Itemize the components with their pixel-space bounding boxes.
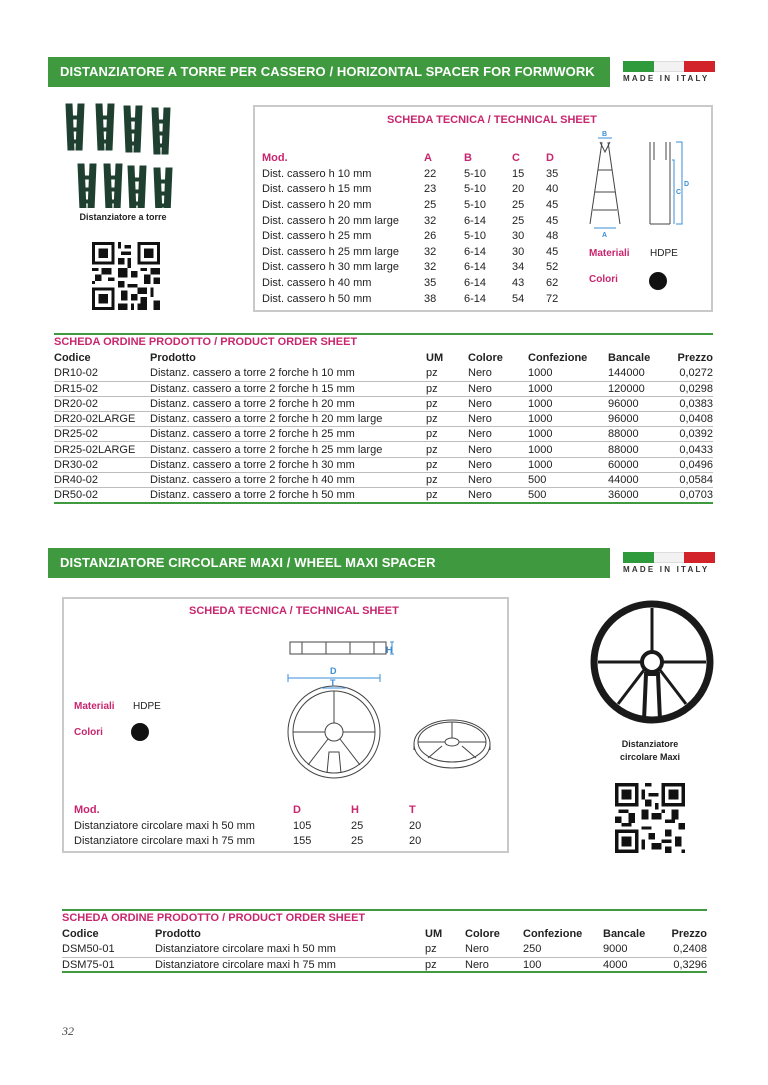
cell-d: 45 bbox=[546, 198, 559, 211]
technical-table bbox=[74, 801, 449, 849]
cell-b: 6-14 bbox=[464, 276, 487, 289]
cell-bancale: 120000 bbox=[608, 381, 672, 396]
cell-c: 20 bbox=[512, 183, 525, 196]
table-row bbox=[262, 166, 576, 182]
header-prezzo: Prezzo bbox=[677, 352, 713, 364]
materiali-label: Materiali bbox=[74, 701, 115, 712]
cell-a: 25 bbox=[424, 198, 437, 211]
cell-prodotto: Distanz. cassero a torre 2 forche h 15 mm bbox=[150, 381, 426, 396]
header-bancale: Bancale bbox=[603, 928, 646, 940]
table-row bbox=[262, 291, 576, 307]
cell-model: Dist. cassero h 15 mm bbox=[262, 183, 372, 196]
cell-confezione: 1000 bbox=[528, 381, 608, 396]
cell-a: 32 bbox=[424, 214, 437, 227]
cell-model: Dist. cassero h 50 mm bbox=[262, 292, 372, 305]
diagram-label-c: C bbox=[676, 189, 682, 196]
cell-um: pz bbox=[426, 488, 468, 503]
cell-bancale: 60000 bbox=[608, 457, 672, 472]
cell-b: 5-10 bbox=[464, 167, 487, 180]
cell-colore: Nero bbox=[468, 488, 528, 503]
cell-a: 32 bbox=[424, 261, 437, 274]
cell-colore: Nero bbox=[468, 381, 528, 396]
cell-confezione: 1000 bbox=[528, 412, 608, 427]
cell-model: Dist. cassero h 10 mm bbox=[262, 167, 372, 180]
cell-model: Dist. cassero h 30 mm large bbox=[262, 261, 399, 274]
technical-table-header bbox=[262, 149, 576, 166]
cell-bancale: 96000 bbox=[608, 396, 672, 411]
cell-prodotto: Distanziatore circolare maxi h 50 mm bbox=[155, 942, 425, 957]
cell-c: 34 bbox=[512, 261, 525, 274]
cell-t: 20 bbox=[409, 819, 422, 832]
cell-c: 25 bbox=[512, 198, 525, 211]
cell-d: 52 bbox=[546, 261, 559, 274]
cell-b: 6-14 bbox=[464, 245, 487, 258]
cell-bancale: 9000 bbox=[603, 942, 667, 957]
caption-line-2: circolare Maxi bbox=[619, 752, 681, 762]
cell-um: pz bbox=[426, 427, 468, 442]
diagram-label-d: D bbox=[330, 666, 337, 676]
banner-title: DISTANZIATORE A TORRE PER CASSERO / HORIZONTAL SPACER FOR FORMWORK bbox=[60, 64, 595, 79]
header-prezzo: Prezzo bbox=[671, 928, 707, 940]
table-row bbox=[54, 442, 713, 457]
technical-sheet-title: SCHEDA TECNICA / TECHNICAL SHEET bbox=[387, 114, 597, 126]
cell-um: pz bbox=[426, 381, 468, 396]
header-colore: Colore bbox=[465, 928, 500, 940]
cell-colore: Nero bbox=[468, 427, 528, 442]
colori-label: Colori bbox=[589, 274, 618, 285]
cell-codice: DR25-02 bbox=[54, 427, 150, 442]
cell-b: 5-10 bbox=[464, 230, 487, 243]
cell-colore: Nero bbox=[468, 366, 528, 381]
order-table bbox=[54, 350, 713, 504]
cell-um: pz bbox=[426, 442, 468, 457]
cell-prodotto: Distanz. cassero a torre 2 forche h 50 mm bbox=[150, 488, 426, 503]
header-colore: Colore bbox=[468, 352, 503, 364]
table-row bbox=[262, 197, 576, 213]
cell-b: 5-10 bbox=[464, 183, 487, 196]
tower-spacer-caption: Distanziatore a torre bbox=[79, 212, 167, 222]
cell-prodotto: Distanz. cassero a torre 2 forche h 25 mm bbox=[150, 427, 426, 442]
header-codice: Codice bbox=[62, 928, 99, 940]
cell-colore: Nero bbox=[468, 472, 528, 487]
cell-prezzo: 0,2408 bbox=[667, 942, 707, 957]
order-sheet-divider bbox=[54, 333, 713, 335]
table-row bbox=[74, 818, 449, 834]
diagram-label-t: T bbox=[330, 678, 336, 688]
header-t: T bbox=[409, 803, 416, 816]
cell-c: 30 bbox=[512, 245, 525, 258]
cell-model: Dist. cassero h 25 mm large bbox=[262, 245, 399, 258]
cell-a: 22 bbox=[424, 167, 437, 180]
colori-label: Colori bbox=[74, 727, 103, 738]
diagram-label-b: B bbox=[602, 131, 608, 138]
order-sheet-title: SCHEDA ORDINE PRODOTTO / PRODUCT ORDER SHEET bbox=[54, 336, 358, 348]
cell-colore: Nero bbox=[465, 942, 523, 957]
cell-prezzo: 0,0383 bbox=[672, 396, 713, 411]
qr-code-icon[interactable] bbox=[92, 242, 160, 310]
header-codice: Codice bbox=[54, 352, 91, 364]
table-row bbox=[62, 957, 707, 972]
made-in-italy-badge bbox=[623, 552, 715, 576]
cell-t: 20 bbox=[409, 835, 422, 848]
wheel-spacer-drawing bbox=[282, 632, 492, 792]
cell-confezione: 1000 bbox=[528, 366, 608, 381]
technical-table-header bbox=[74, 801, 449, 818]
cell-bancale: 96000 bbox=[608, 412, 672, 427]
cell-colore: Nero bbox=[468, 442, 528, 457]
cell-prodotto: Distanz. cassero a torre 2 forche h 20 mm bbox=[150, 396, 426, 411]
header-confezione: Confezione bbox=[528, 352, 588, 364]
table-row bbox=[54, 427, 713, 442]
cell-model: Distanziatore circolare maxi h 75 mm bbox=[74, 835, 255, 848]
table-row bbox=[262, 260, 576, 276]
diagram-label-d: D bbox=[684, 181, 690, 188]
header-prodotto: Prodotto bbox=[150, 352, 196, 364]
header-um: UM bbox=[425, 928, 443, 940]
cell-codice: DR25-02LARGE bbox=[54, 442, 150, 457]
diagram-label-a: A bbox=[602, 232, 608, 239]
cell-c: 30 bbox=[512, 230, 525, 243]
order-table-header bbox=[62, 926, 707, 942]
technical-table bbox=[262, 149, 576, 306]
cell-codice: DR20-02LARGE bbox=[54, 412, 150, 427]
diagram-label-h: H bbox=[386, 645, 393, 655]
table-row bbox=[54, 381, 713, 396]
cell-um: pz bbox=[425, 942, 465, 957]
cell-codice: DSM75-01 bbox=[62, 957, 155, 972]
cell-codice: DR40-02 bbox=[54, 472, 150, 487]
cell-bancale: 88000 bbox=[608, 427, 672, 442]
cell-d: 155 bbox=[293, 835, 312, 848]
section-banner-wheel-spacer bbox=[48, 548, 610, 578]
wheel-spacer-caption bbox=[600, 738, 700, 764]
cell-bancale: 4000 bbox=[603, 957, 667, 972]
cell-a: 38 bbox=[424, 292, 437, 305]
cell-prodotto: Distanz. cassero a torre 2 forche h 25 mm large bbox=[150, 442, 426, 457]
cell-codice: DR10-02 bbox=[54, 366, 150, 381]
cell-a: 26 bbox=[424, 230, 437, 243]
table-row bbox=[262, 182, 576, 198]
cell-confezione: 100 bbox=[523, 957, 603, 972]
header-mod: Mod. bbox=[262, 151, 288, 164]
cell-confezione: 500 bbox=[528, 488, 608, 503]
cell-prezzo: 0,0433 bbox=[672, 442, 713, 457]
cell-b: 6-14 bbox=[464, 261, 487, 274]
cell-um: pz bbox=[426, 366, 468, 381]
cell-c: 25 bbox=[512, 214, 525, 227]
made-in-italy-badge bbox=[623, 61, 715, 85]
color-swatch-black bbox=[649, 272, 667, 290]
cell-model: Distanziatore circolare maxi h 50 mm bbox=[74, 819, 255, 832]
cell-c: 43 bbox=[512, 276, 525, 289]
cell-codice: DR50-02 bbox=[54, 488, 150, 503]
table-row bbox=[74, 834, 449, 850]
order-sheet-divider bbox=[62, 909, 707, 911]
cell-prezzo: 0,0392 bbox=[672, 427, 713, 442]
made-in-italy-text: MADE IN ITALY bbox=[623, 74, 710, 83]
cell-um: pz bbox=[426, 457, 468, 472]
cell-d: 45 bbox=[546, 245, 559, 258]
color-swatch-black bbox=[131, 723, 149, 741]
wheel-spacer-photo bbox=[588, 600, 716, 724]
banner-title: DISTANZIATORE CIRCOLARE MAXI / WHEEL MAXI SPACER bbox=[60, 555, 436, 570]
qr-code-icon[interactable] bbox=[615, 783, 685, 853]
header-confezione: Confezione bbox=[523, 928, 583, 940]
section-banner-tower-spacer bbox=[48, 57, 610, 87]
order-table-header bbox=[54, 350, 713, 366]
cell-prezzo: 0,0298 bbox=[672, 381, 713, 396]
made-in-italy-text: MADE IN ITALY bbox=[623, 565, 710, 574]
cell-d: 48 bbox=[546, 230, 559, 243]
cell-colore: Nero bbox=[465, 957, 523, 972]
cell-codice: DR20-02 bbox=[54, 396, 150, 411]
table-row bbox=[54, 457, 713, 472]
cell-prodotto: Distanz. cassero a torre 2 forche h 40 mm bbox=[150, 472, 426, 487]
cell-model: Dist. cassero h 20 mm large bbox=[262, 214, 399, 227]
cell-d: 45 bbox=[546, 214, 559, 227]
cell-confezione: 1000 bbox=[528, 396, 608, 411]
cell-model: Dist. cassero h 20 mm bbox=[262, 198, 372, 211]
cell-um: pz bbox=[426, 472, 468, 487]
cell-d: 35 bbox=[546, 167, 559, 180]
cell-um: pz bbox=[425, 957, 465, 972]
cell-prodotto: Distanz. cassero a torre 2 forche h 30 mm bbox=[150, 457, 426, 472]
order-table bbox=[62, 926, 707, 973]
materiali-value: HDPE bbox=[650, 248, 678, 259]
cell-colore: Nero bbox=[468, 457, 528, 472]
cell-prezzo: 0,0272 bbox=[672, 366, 713, 381]
cell-prezzo: 0,0584 bbox=[672, 472, 713, 487]
cell-confezione: 1000 bbox=[528, 442, 608, 457]
cell-prodotto: Distanz. cassero a torre 2 forche h 10 mm bbox=[150, 366, 426, 381]
cell-b: 6-14 bbox=[464, 292, 487, 305]
cell-colore: Nero bbox=[468, 412, 528, 427]
cell-um: pz bbox=[426, 396, 468, 411]
technical-sheet-title: SCHEDA TECNICA / TECHNICAL SHEET bbox=[189, 605, 399, 617]
cell-a: 32 bbox=[424, 245, 437, 258]
tower-spacer-drawing bbox=[580, 130, 702, 240]
cell-bancale: 36000 bbox=[608, 488, 672, 503]
header-d: D bbox=[293, 803, 301, 816]
table-row bbox=[54, 366, 713, 381]
header-mod: Mod. bbox=[74, 803, 100, 816]
cell-um: pz bbox=[426, 412, 468, 427]
cell-prezzo: 0,0703 bbox=[672, 488, 713, 503]
cell-a: 35 bbox=[424, 276, 437, 289]
materiali-value: HDPE bbox=[133, 701, 161, 712]
table-row bbox=[262, 275, 576, 291]
cell-d: 105 bbox=[293, 819, 312, 832]
header-c: C bbox=[512, 151, 520, 164]
table-row bbox=[262, 213, 576, 229]
page-number: 32 bbox=[62, 1024, 74, 1038]
table-row bbox=[62, 942, 707, 957]
table-row bbox=[54, 472, 713, 487]
table-row bbox=[54, 396, 713, 411]
cell-confezione: 250 bbox=[523, 942, 603, 957]
cell-c: 15 bbox=[512, 167, 525, 180]
table-row bbox=[54, 488, 713, 503]
header-um: UM bbox=[426, 352, 444, 364]
cell-bancale: 44000 bbox=[608, 472, 672, 487]
cell-prodotto: Distanziatore circolare maxi h 75 mm bbox=[155, 957, 425, 972]
header-prodotto: Prodotto bbox=[155, 928, 201, 940]
table-row bbox=[262, 244, 576, 260]
cell-confezione: 1000 bbox=[528, 427, 608, 442]
table-row bbox=[262, 228, 576, 244]
italy-flag-icon bbox=[623, 552, 715, 563]
cell-d: 72 bbox=[546, 292, 559, 305]
header-d: D bbox=[546, 151, 554, 164]
cell-colore: Nero bbox=[468, 396, 528, 411]
cell-bancale: 88000 bbox=[608, 442, 672, 457]
cell-prezzo: 0,0408 bbox=[672, 412, 713, 427]
cell-h: 25 bbox=[351, 835, 364, 848]
header-b: B bbox=[464, 151, 472, 164]
cell-b: 6-14 bbox=[464, 214, 487, 227]
cell-prezzo: 0,0496 bbox=[672, 457, 713, 472]
header-h: H bbox=[351, 803, 359, 816]
header-a: A bbox=[424, 151, 432, 164]
caption-line-1: Distanziatore bbox=[621, 739, 679, 749]
cell-confezione: 500 bbox=[528, 472, 608, 487]
cell-model: Dist. cassero h 25 mm bbox=[262, 230, 372, 243]
cell-a: 23 bbox=[424, 183, 437, 196]
materiali-label: Materiali bbox=[589, 248, 630, 259]
tower-spacer-photo bbox=[62, 100, 188, 208]
italy-flag-icon bbox=[623, 61, 715, 72]
header-bancale: Bancale bbox=[608, 352, 651, 364]
cell-b: 5-10 bbox=[464, 198, 487, 211]
cell-d: 40 bbox=[546, 183, 559, 196]
cell-prezzo: 0,3296 bbox=[667, 957, 707, 972]
cell-c: 54 bbox=[512, 292, 525, 305]
cell-codice: DR15-02 bbox=[54, 381, 150, 396]
cell-confezione: 1000 bbox=[528, 457, 608, 472]
cell-codice: DSM50-01 bbox=[62, 942, 155, 957]
cell-d: 62 bbox=[546, 276, 559, 289]
cell-bancale: 144000 bbox=[608, 366, 672, 381]
table-row bbox=[54, 412, 713, 427]
cell-codice: DR30-02 bbox=[54, 457, 150, 472]
cell-prodotto: Distanz. cassero a torre 2 forche h 20 mm large bbox=[150, 412, 426, 427]
cell-model: Dist. cassero h 40 mm bbox=[262, 276, 372, 289]
cell-h: 25 bbox=[351, 819, 364, 832]
order-sheet-title: SCHEDA ORDINE PRODOTTO / PRODUCT ORDER SHEET bbox=[62, 912, 366, 924]
